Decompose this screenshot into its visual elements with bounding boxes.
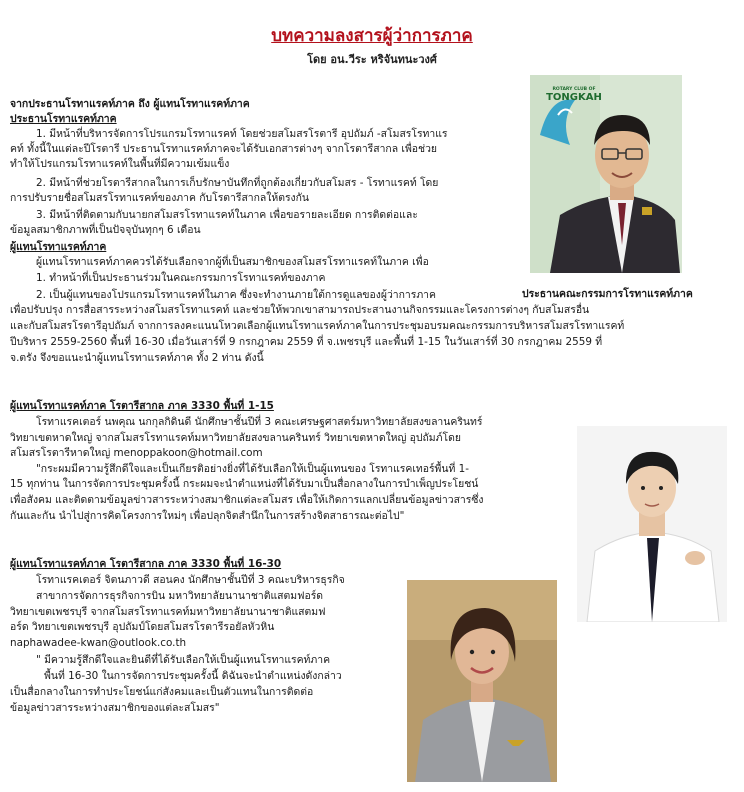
rep1-line: เพื่อสังคม และติดตามข้อมูลข่าวสารระหว่างสมาชิกแต่ละสโมสร เพื่อให้เกิดการแลกเปลี่ยนข้อมูลข่าวสารซึ่ง — [10, 494, 484, 506]
rep-section-heading: ผู้แทนโรทาแรคท์ภาค — [10, 241, 107, 253]
rep1-line: โรทาแรคเตอร์ นพคุณ นกกุลกิดินดี นักศึกษาชั้นปีที่ 3 คณะเศรษฐศาสตร์มหาวิทยาลัยสงขลานครินทร์ — [36, 416, 483, 428]
rep1-portrait-icon — [577, 426, 727, 622]
rep-section-line: ผู้แทนโรทาแรคท์ภาคควรได้รับเลือกจากผู้ที่เป็นสมาชิกของสโมสรโรทาแรคท์ในภาค เพื่อ — [36, 256, 429, 268]
rep1-line: 15 ทุกท่าน ในการจัดการประชุมครั้งนี้ กระผมจะนำตำแหน่งที่ได้รับมาเป็นสื่อกลางในการบำเพ็ญประโยชน์ — [10, 478, 479, 490]
rep-section-line: จ.ตรัง จึงขอแนะนำผู้แทนโรทาแรคท์ภาค ทั้ง 2 ท่าน ดังนี้ — [10, 352, 264, 364]
rep2-line: พื้นที่ 16-30 ในการจัดการประชุมครั้งนี้ ดิฉันจะนำตำแหน่งดังกล่าว — [44, 670, 342, 682]
rep2-line: " มีความรู้สึกดีใจและยินดีที่ได้รับเลือกให้เป็นผู้แทนโรทาแรคท์ภาค — [36, 654, 331, 666]
rep1-line: สโมสรโรตารีหาดใหญ่ menoppakoon@hotmail.com — [10, 447, 263, 459]
rep2-line: โรทาแรคเตอร์ จิตนภาวดี สอนคง นักศึกษาชั้นปีที่ 3 คณะบริหารธุรกิจ — [36, 574, 345, 586]
page-title: บทความลงสารผู้ว่าการภาค — [271, 26, 473, 46]
chairman-duty-line: 2. มีหน้าที่ช่วยโรตารีสากลในการเก็บรักษาบันทึกที่ถูกต้องเกี่ยวกับสโมสร - โรทาแรคท์ โดย — [36, 177, 439, 189]
rep-section-line: ปีบริหาร 2559-2560 พื้นที่ 16-30 เมื่อวันเสาร์ที่ 9 กรกฎาคม 2559 ที่ จ.เพชรบุรี และพื้นที่ 1-15 ในวันเสาร์ที่ 30 กรกฎาคม 2559 ที่ — [10, 336, 603, 348]
rep2-line: ข้อมูลข่าวสารระหว่างสมาชิกของแต่ละสโมสร" — [10, 702, 220, 714]
chairman-duty-line: 1. มีหน้าที่บริหารจัดการโปรแกรมโรทาแรคท์ โดยช่วยสโมสรโรตารี อุปถัมภ์ -สโมสรโรทาแร — [36, 128, 448, 140]
author-byline: โดย อน.วีระ หริจันทนะวงศ์ — [307, 53, 437, 66]
rep-section-line: 1. ทำหน้าที่เป็นประธานร่วมในคณะกรรมการโรทาแรคท์ของภาค — [36, 272, 326, 284]
rep1-line: กันและกัน นำไปสู่การคิดโครงการใหม่ๆ เพื่อปลุกจิตสำนึกในการสร้างจิตสาธารณะต่อไป" — [10, 510, 405, 522]
chairman-duty-line: ข้อมูลสมาชิกภาพที่เป็นปัจจุบันทุกๆ 6 เดือน — [10, 224, 201, 236]
intro-from-line: จากประธานโรทาแรคท์ภาค ถึง ผู้แทนโรทาแรคท์ภาค — [10, 98, 250, 110]
rep2-photo — [407, 580, 557, 782]
rep1-line: "กระผมมีความรู้สึกดีใจและเป็นเกียรติอย่างยิ่งที่ได้รับเลือกให้เป็นผู้แทนของ โรทาแรคเทอร์พื้นที่ 1- — [36, 463, 470, 475]
rep1-heading: ผู้แทนโรทาแรคท์ภาค โรตารีสากล ภาค 3330 พื้นที่ 1-15 — [10, 400, 274, 412]
chairman-heading: ประธานโรทาแรคท์ภาค — [10, 113, 117, 125]
chairman-photo-caption: ประธานคณะกรรมการโรทาแรคท์ภาค — [522, 288, 693, 300]
rep1-photo — [577, 426, 727, 622]
rep-section-line: และกับสโมสรโรตารีอุปถัมภ์ จากการลงคะแนนโหวตเลือกผู้แทนโรทาแรคท์ภาคในการประชุมอบรมคณะกรรมการบริหารสโมสรโรทาแรคท์ — [10, 320, 625, 332]
rotary-logo-text: ROTARY CLUB OF TONGKAH — [546, 87, 602, 103]
rep2-line: วิทยาเขตเพชรบุรี จากสโมสรโรทาแรคท์มหาวิทยาลัยนานาชาติแสตมฟ — [10, 606, 326, 618]
chairman-duty-line: การปรับรายชื่อสโมสรโรทาแรคท์ของภาค กับโรตารีสากลให้ตรงกัน — [10, 192, 310, 204]
chairman-duty-line: 3. มีหน้าที่ติดตามกับนายกสโมสรโรทาแรคท์ในภาค เพื่อขอรายละเอียด การติดต่อและ — [36, 209, 418, 221]
rep2-line: เป็นสื่อกลางในการทำประโยชน์แก่สังคมและเป็นตัวแทนในการติดต่อ — [10, 686, 314, 698]
chairman-portrait-icon — [530, 75, 682, 273]
rep2-line: สาขาการจัดการธุรกิจการบิน มหาวิทยาลัยนานาชาติแสตมฟอร์ด — [36, 590, 324, 602]
rep2-line: อร์ด วิทยาเขตเพชรบุรี อุปถัมป์โดยสโมสรโรตารีรอยัลหัวหิน — [10, 621, 275, 633]
chairman-duty-line: ทำให้โปรแกรมโรทาแรคท์ในพื้นที่มีความเข้มแข็ง — [10, 158, 230, 170]
rep2-portrait-icon — [407, 580, 557, 782]
rep-section-line: 2. เป็นผู้แทนของโปรแกรมโรทาแรคท์ในภาค ซึ่งจะทำงานภายใต้การดูแลของผู้ว่าการภาค — [36, 289, 436, 301]
rep2-heading: ผู้แทนโรทาแรคท์ภาค โรตารีสากล ภาค 3330 พื้นที่ 16-30 — [10, 558, 282, 570]
rep1-line: วิทยาเขตหาดใหญ่ จากสโมสรโรทาแรคท์มหาวิทยาลัยสงขลานครินทร์ วิทยาเขตหาดใหญ่ อุปถัมภ์โดย — [10, 432, 461, 444]
rep2-email: naphawadee-kwan@outlook.co.th — [10, 637, 187, 649]
chairman-photo — [530, 75, 682, 273]
chairman-duty-line: คท์ ทั้งนี้ในแต่ละปีโรตารี ประธานโรทาแรคท์ภาคจะได้รับเอกสารต่างๆ จากโรตารีสากล เพื่อช่วย — [10, 143, 438, 155]
rep-section-line: เพื่อปรับปรุง การสื่อสารระหว่างสโมสรโรทาแรคท์ และช่วยให้พวกเขาสามารถประสานงานกิจกรรมและโครงการต่างๆ กับสโมสรอื่น — [10, 304, 590, 316]
